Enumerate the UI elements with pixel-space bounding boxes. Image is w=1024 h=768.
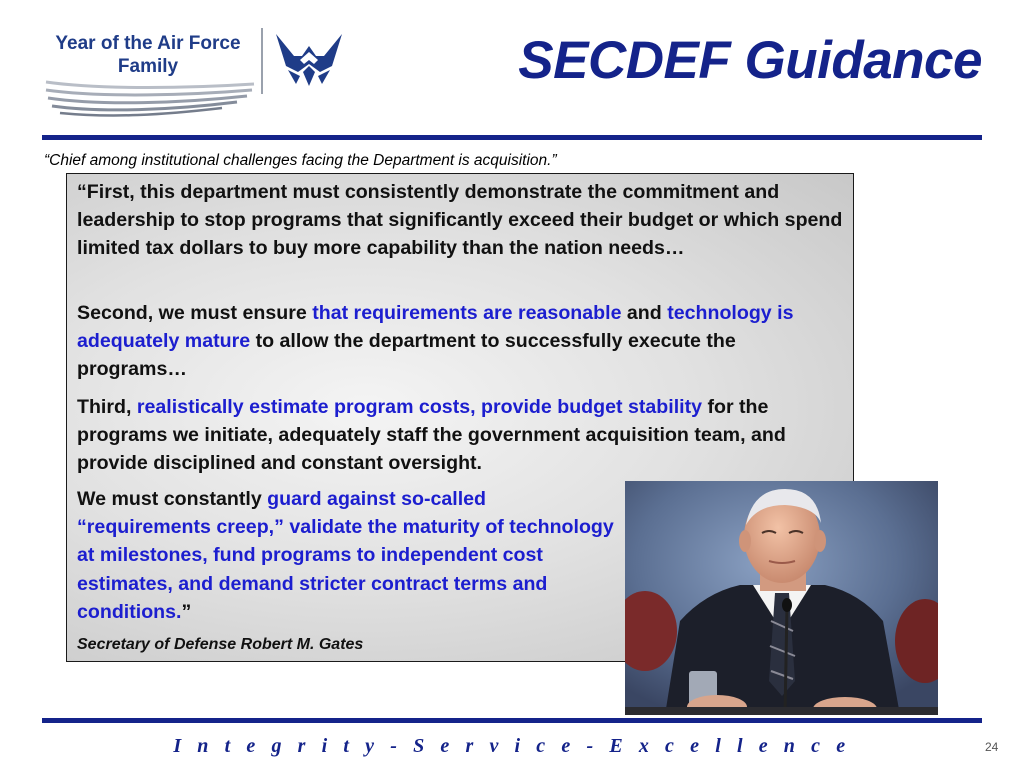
intro-quote: “Chief among institutional challenges facing the Department is acquisition.” (44, 152, 557, 169)
quote-p4-highlight: guard against so-called “requirements creep,” validate the maturity of technology at milestones, fund programs to independent cost estimates, and demand stricter contract terms and conditions. (77, 488, 614, 623)
quote-p4-text-a: We must constantly (77, 488, 268, 510)
quote-p4-closing-mark: ” (181, 600, 192, 623)
air-force-wings-icon (274, 26, 344, 94)
slide-title: SECDEF Guidance (518, 31, 982, 90)
quote-paragraph-1 (77, 178, 847, 263)
footer-motto: I n t e g r i t y - S e r v i c e - E x c e l l e n c e (173, 735, 851, 757)
quote-p2-highlight-1: that requirements are reasonable (312, 302, 622, 324)
secretary-photo (625, 481, 938, 715)
top-divider-rule (42, 135, 982, 140)
quote-p3-text-c: for the programs we initiate, adequately staff the government acquisition team, and provide disciplined and constant oversight. (77, 396, 786, 475)
swoosh-icon (42, 78, 257, 118)
secretary-portrait-image (625, 481, 938, 715)
quote-paragraph-3 (77, 393, 847, 478)
logo-text (42, 32, 254, 78)
logo-line-2: Family (117, 56, 179, 77)
logo-divider (261, 28, 263, 94)
page-number: 24 (985, 740, 999, 754)
quote-paragraph-4 (77, 485, 617, 626)
quote-p2-highlight-2: technology is adequately mature (77, 302, 794, 353)
logo-line-1: Year of the Air Force (55, 33, 241, 54)
quote-p1-text: “First, this department must consistently demonstrate the commitment and leadership to stop programs that significantly exceed their budget or which spend limited tax dollars to buy more capability than the nation needs… (77, 181, 843, 260)
quote-attribution: Secretary of Defense Robert M. Gates (77, 636, 364, 653)
quote-p3-highlight: realistically estimate program costs, provide budget stability (136, 396, 703, 418)
quote-paragraph-2 (77, 299, 847, 384)
bottom-divider-rule (42, 718, 982, 723)
year-of-air-force-family-logo (42, 26, 372, 116)
quote-p2-text-c: and (621, 302, 668, 324)
quote-p2-text-e: to allow the department to successfully execute the programs… (77, 330, 736, 381)
quote-p2-text-a: Second, we must ensure (77, 302, 313, 324)
quote-p3-text-a: Third, (77, 396, 137, 418)
